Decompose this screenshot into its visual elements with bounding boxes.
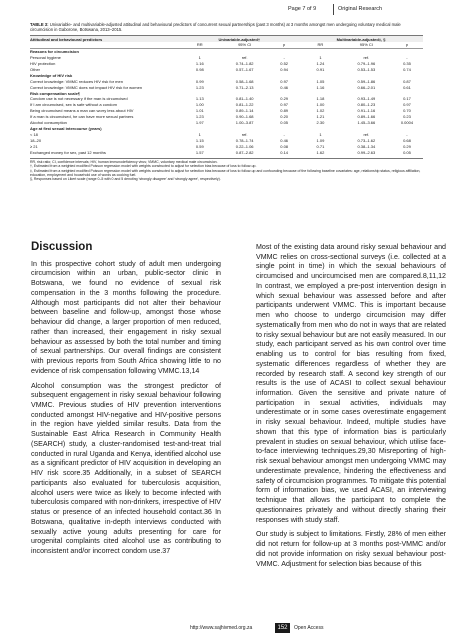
value-cell: 1.05 (316, 78, 325, 84)
value-cell: 0.46 (280, 137, 289, 143)
value-cell: 0.81–1.22 (235, 102, 254, 108)
value-cell: 1 (319, 55, 322, 61)
table-footnotes (30, 158, 423, 181)
results-table (30, 22, 423, 181)
row-label-cell: Correct knowledge: VMMC does not impact HIV risk for women (30, 84, 143, 90)
value-cell: 0.99–2.63 (357, 149, 376, 155)
footnote: RR, risk ratio; CI, confidence intervals; HIV, human immunodeficiency virus; VMMC, voluntary medical male circumcision. (30, 160, 218, 164)
value-cell: 1 (319, 131, 322, 137)
section-label-cell: Risk compensation scale¶ (30, 90, 81, 96)
value-cell: 1.02 (316, 108, 325, 114)
row-label-cell: Exchanged money for sex, past 12 months (30, 149, 106, 155)
header-cell: Univariable-adjusted† (180, 36, 300, 42)
value-cell: 0.79–1.96 (357, 61, 376, 67)
value-cell: 1.09 (316, 137, 325, 143)
value-cell: 2.30 (316, 120, 325, 126)
value-cell: 0.93–1.49 (357, 96, 376, 102)
value-cell: 0.89–1.66 (357, 114, 376, 120)
value-cell: 0.05 (403, 149, 411, 155)
subheader-cell: RR (180, 42, 221, 48)
header-cell: Attitudinal and behavioural predictors (30, 36, 180, 42)
row-label-cell: HIV protection (30, 61, 56, 67)
value-cell: 0.17 (403, 96, 411, 102)
value-cell: 0.0004 (400, 120, 414, 126)
row-label-cell: < 18 (30, 131, 38, 137)
left-column (31, 243, 221, 562)
row-label-cell: If a man is circumcised, he can have more sexual partners (30, 114, 134, 120)
row-label-cell: Condom use is not necessary if the man is circumcised (30, 96, 128, 102)
value-cell: 0.97 (280, 102, 289, 108)
value-cell: 1.62 (316, 149, 325, 155)
value-cell: 0.38–1.34 (357, 143, 376, 149)
value-cell: 1.00–3.87 (235, 120, 254, 126)
value-cell: 1.18 (316, 96, 325, 102)
paragraph: In this prospective cohort study of adult men undergoing circumcision within an urban, public-sector clinic in Botswana, we found no evidence of sexual risk compensation in the 3 months following the procedure. Although most participants did not alter their behaviour between baseline and follow-up, amongst those whose behaviour did change, a larger proportion of men reduced, rather than increased, their engagement in risky sexual behaviour as assessed by both the total number and timing of sexual partnerships. Our overall findings are consistent with previous reports from South Africa showing little to no evidence of risk compensation following VMMC.13,14 (31, 259, 221, 375)
value-cell: ref. (241, 131, 248, 137)
value-cell: 1.01 (195, 108, 204, 114)
value-cell: 0.70 (403, 108, 411, 114)
value-cell: 0.58–1.68 (235, 78, 254, 84)
row-label-cell: Alcohol consumption (30, 120, 67, 126)
value-cell: 0.80–1.23 (357, 102, 376, 108)
page-indicator: Page 7 of 9 (288, 6, 317, 12)
value-cell: - (406, 131, 408, 137)
page-footer (0, 622, 453, 634)
journal-link[interactable]: http://www.sajhivmed.org.za (190, 625, 253, 631)
value-cell: 1.13 (195, 96, 204, 102)
value-cell: 0.94 (280, 67, 289, 73)
row-label-cell: If I am circumcised, sex is safe without a condom (30, 102, 117, 108)
value-cell: 0.52 (280, 61, 289, 67)
value-cell: 1.57 (195, 149, 204, 155)
row-label-cell: Being circumcised means a man can worry less about HIV (30, 108, 134, 114)
right-column (256, 243, 446, 574)
row-label-cell: Correct knowledge: VMMC reduces HIV risk for men (30, 78, 123, 84)
value-cell: 1.24 (316, 61, 325, 67)
value-cell: 0.71–2.13 (235, 84, 254, 90)
value-cell: ref. (363, 55, 370, 61)
page-header (0, 0, 453, 20)
open-access-label: Open Access (294, 625, 324, 631)
value-cell: 0.87 (403, 78, 411, 84)
value-cell: 0.29 (280, 96, 289, 102)
value-cell: 1.00 (316, 102, 325, 108)
paragraph: Alcohol consumption was the strongest predictor of subsequent engagement in risky sexual behaviour following VMMC. Previous studies of HIV prevention interventions conducted amongst HIV-negative and HIV-positive persons in the region have yielded similar results. Data from the Sustainable East Africa Research in Community Health (SEARCH) study, a cluster-randomised test-and-treat trial conducted in rural Uganda and Kenya, identified alcohol use as a significant predictor of HIV acquisition in developing an HIV risk score.35 Additionally, in a subset of SEARCH participants also evaluated for tuberculosis acquisition, alcohol users were twice as likely to become infected with tuberculosis compared with non-drinkers, irrespective of HIV status or presence of an infected household contact.36 In Botswana, qualitative in-depth interviews conducted with sexually active young adults presenting for care for urogenital complaints cited alcohol use as contributing to inconsistent and/or incorrect condom use.37 (31, 381, 221, 556)
value-cell: ref. (241, 55, 248, 61)
paragraph: Our study is subject to limitations. Firstly, 28% of men either did not return for follow-up at 3 months post-VMMC and/or did not provide information on risky sexual behaviour post-VMMC. Adjustment for selection bias because of this (256, 530, 446, 568)
value-cell: 0.68 (403, 137, 411, 143)
value-cell: 0.87–2.82 (235, 149, 254, 155)
subheader-cell: 95% CI (220, 42, 269, 48)
value-cell: 1.23 (195, 84, 204, 90)
value-cell: 0.53–1.53 (357, 67, 376, 73)
row-label-cell: Other (30, 67, 41, 73)
value-cell: 1.00 (195, 102, 204, 108)
value-cell: 0.91–1.16 (357, 108, 376, 114)
value-cell: 1 (198, 55, 201, 61)
value-cell: 0.97 (403, 102, 411, 108)
table-caption-label: TABLE 3: (30, 22, 49, 27)
value-cell: 0.99 (195, 78, 204, 84)
subheader-cell: 95% CI (342, 42, 391, 48)
value-cell: 1.21 (316, 114, 325, 120)
value-cell: 1.15 (195, 137, 204, 143)
section-label: Original Research (338, 6, 383, 12)
value-cell: 0.35 (403, 61, 411, 67)
value-cell: 1.97 (195, 120, 204, 126)
row-label-cell: Personal hygiene (30, 55, 61, 61)
value-cell: ref. (363, 131, 370, 137)
value-cell: 0.90–1.68 (235, 114, 254, 120)
value-cell: - (283, 55, 285, 61)
value-cell: 0.61 (403, 84, 411, 90)
value-cell: - (283, 131, 285, 137)
value-cell: 0.81–1.40 (235, 96, 254, 102)
subheader-cell: RR (299, 42, 342, 48)
value-cell: 0.66–2.01 (357, 84, 376, 90)
value-cell: 0.05 (280, 120, 289, 126)
value-cell: 0.73–1.62 (357, 137, 376, 143)
subheader-cell: p (391, 42, 423, 48)
value-cell: 0.89 (280, 108, 289, 114)
value-cell: 0.71 (316, 143, 325, 149)
value-cell: 1.45–3.66 (357, 120, 376, 126)
value-cell: 0.97 (280, 78, 289, 84)
table-header-row (30, 36, 423, 42)
value-cell: 1.23 (195, 114, 204, 120)
header-cell: Multivariable-adjusted‡, § (299, 36, 423, 42)
section-label-cell: Age at first sexual intercourse (years) (30, 125, 102, 131)
value-cell: 0.29 (403, 143, 411, 149)
footnote: §, Responses based on Likert scale (range 0–5 with 0 and 5 denoting ‘strongly disagree’ and ‘strongly agree’, respectively). (30, 177, 221, 182)
value-cell: 0.98 (195, 67, 204, 73)
value-cell: 1.16 (195, 61, 204, 67)
value-cell: 0.91 (316, 67, 325, 73)
section-label-cell: Reasons for circumcision (30, 49, 79, 55)
value-cell: 1.16 (316, 84, 325, 90)
table-grid (30, 35, 423, 155)
section-label-cell: Knowledge of HIV risk (30, 72, 73, 78)
value-cell: 0.59–1.86 (357, 78, 376, 84)
value-cell: 0.22–1.06 (235, 143, 254, 149)
value-cell: 0.78–1.74 (235, 137, 254, 143)
value-cell: 1 (198, 131, 201, 137)
page-number: 152 (275, 623, 290, 633)
value-cell: 0.74–1.82 (235, 61, 254, 67)
header-divider (333, 4, 334, 15)
value-cell: 0.20 (280, 114, 289, 120)
value-cell: 0.23 (403, 114, 411, 120)
value-cell: - (406, 55, 408, 61)
footnote: †, Estimated from a weighted modified Poisson regression model with weights constructed to adjust for selection bias because of loss to follow-up. (30, 164, 257, 169)
row-label-cell: ≥ 21 (30, 143, 38, 149)
value-cell: 0.74 (403, 67, 411, 73)
paragraph: Most of the existing data around risky sexual behaviour and VMMC relies on cross-sectional surveys (i.e. collected at a single point in time) in which the sexual behaviours of circumcised and uncircumcised men are compared.8,11,12 In contrast, we employed a pre-post intervention design in which sexual behaviour was assessed before and after participants underwent VMMC. This is important because men who choose to undergo circumcision may differ systematically from men who do not in ways that are related to risky sexual behaviour but are not easily measured. In our study, each participant served as his own control over time enabling us to control for bias resulting from fixed, systematic differences regardless of whether they are recorded by research staff. A second key strength of our results is the use of ACASI to collect sexual behaviour information. Given the sensitive and private nature of participation in sexual activities, individuals may underestimate or in some cases overestimate engagement in risky sexual behaviour. Indeed, multiple studies have shown that this type of information bias is particularly prevalent in studies on sexual behaviour, which utilise face-to-face interviewing techniques.29,30 Misreporting of high-risk sexual behaviour amongst men undergoing VMMC may underestimate prevalence, hindering the effectiveness and safety of circumcision programmes. To mitigate this potential form of information bias, we used ACASI, an interviewing technique that allows the participant to complete the questionnaires privately and without directly sharing their responses with study staff. (256, 243, 446, 524)
value-cell: 0.46 (280, 84, 289, 90)
section-heading: Discussion (31, 241, 93, 253)
value-cell: 0.57–1.67 (235, 67, 254, 73)
subheader-cell: p (269, 42, 299, 48)
table-caption (30, 22, 423, 32)
value-cell: 0.08 (280, 143, 289, 149)
value-cell: 0.89–1.14 (235, 108, 254, 114)
table-caption-text: Univariable- and multivariable-adjusted attitudinal and behavioural predictors of concurrent sexual partnerships (past 3 months) at 3 months amongst men undergoing voluntary medical male circumcision in Gaborone, Botswana, 2013–2015. (30, 22, 401, 33)
value-cell: 0.59 (195, 143, 204, 149)
table-row (30, 149, 423, 155)
footnote: ‡, Estimated from a weighted modified Poisson regression model with weights constructed to adjust for selection bias because of loss to follow-up and confounding because of the following baseline covariates: age, relationship status, religious affiliation, education, employment and household use of words as cooking fuel. (30, 168, 421, 177)
value-cell: 0.14 (280, 149, 289, 155)
row-label-cell: 18–20 (30, 137, 42, 143)
